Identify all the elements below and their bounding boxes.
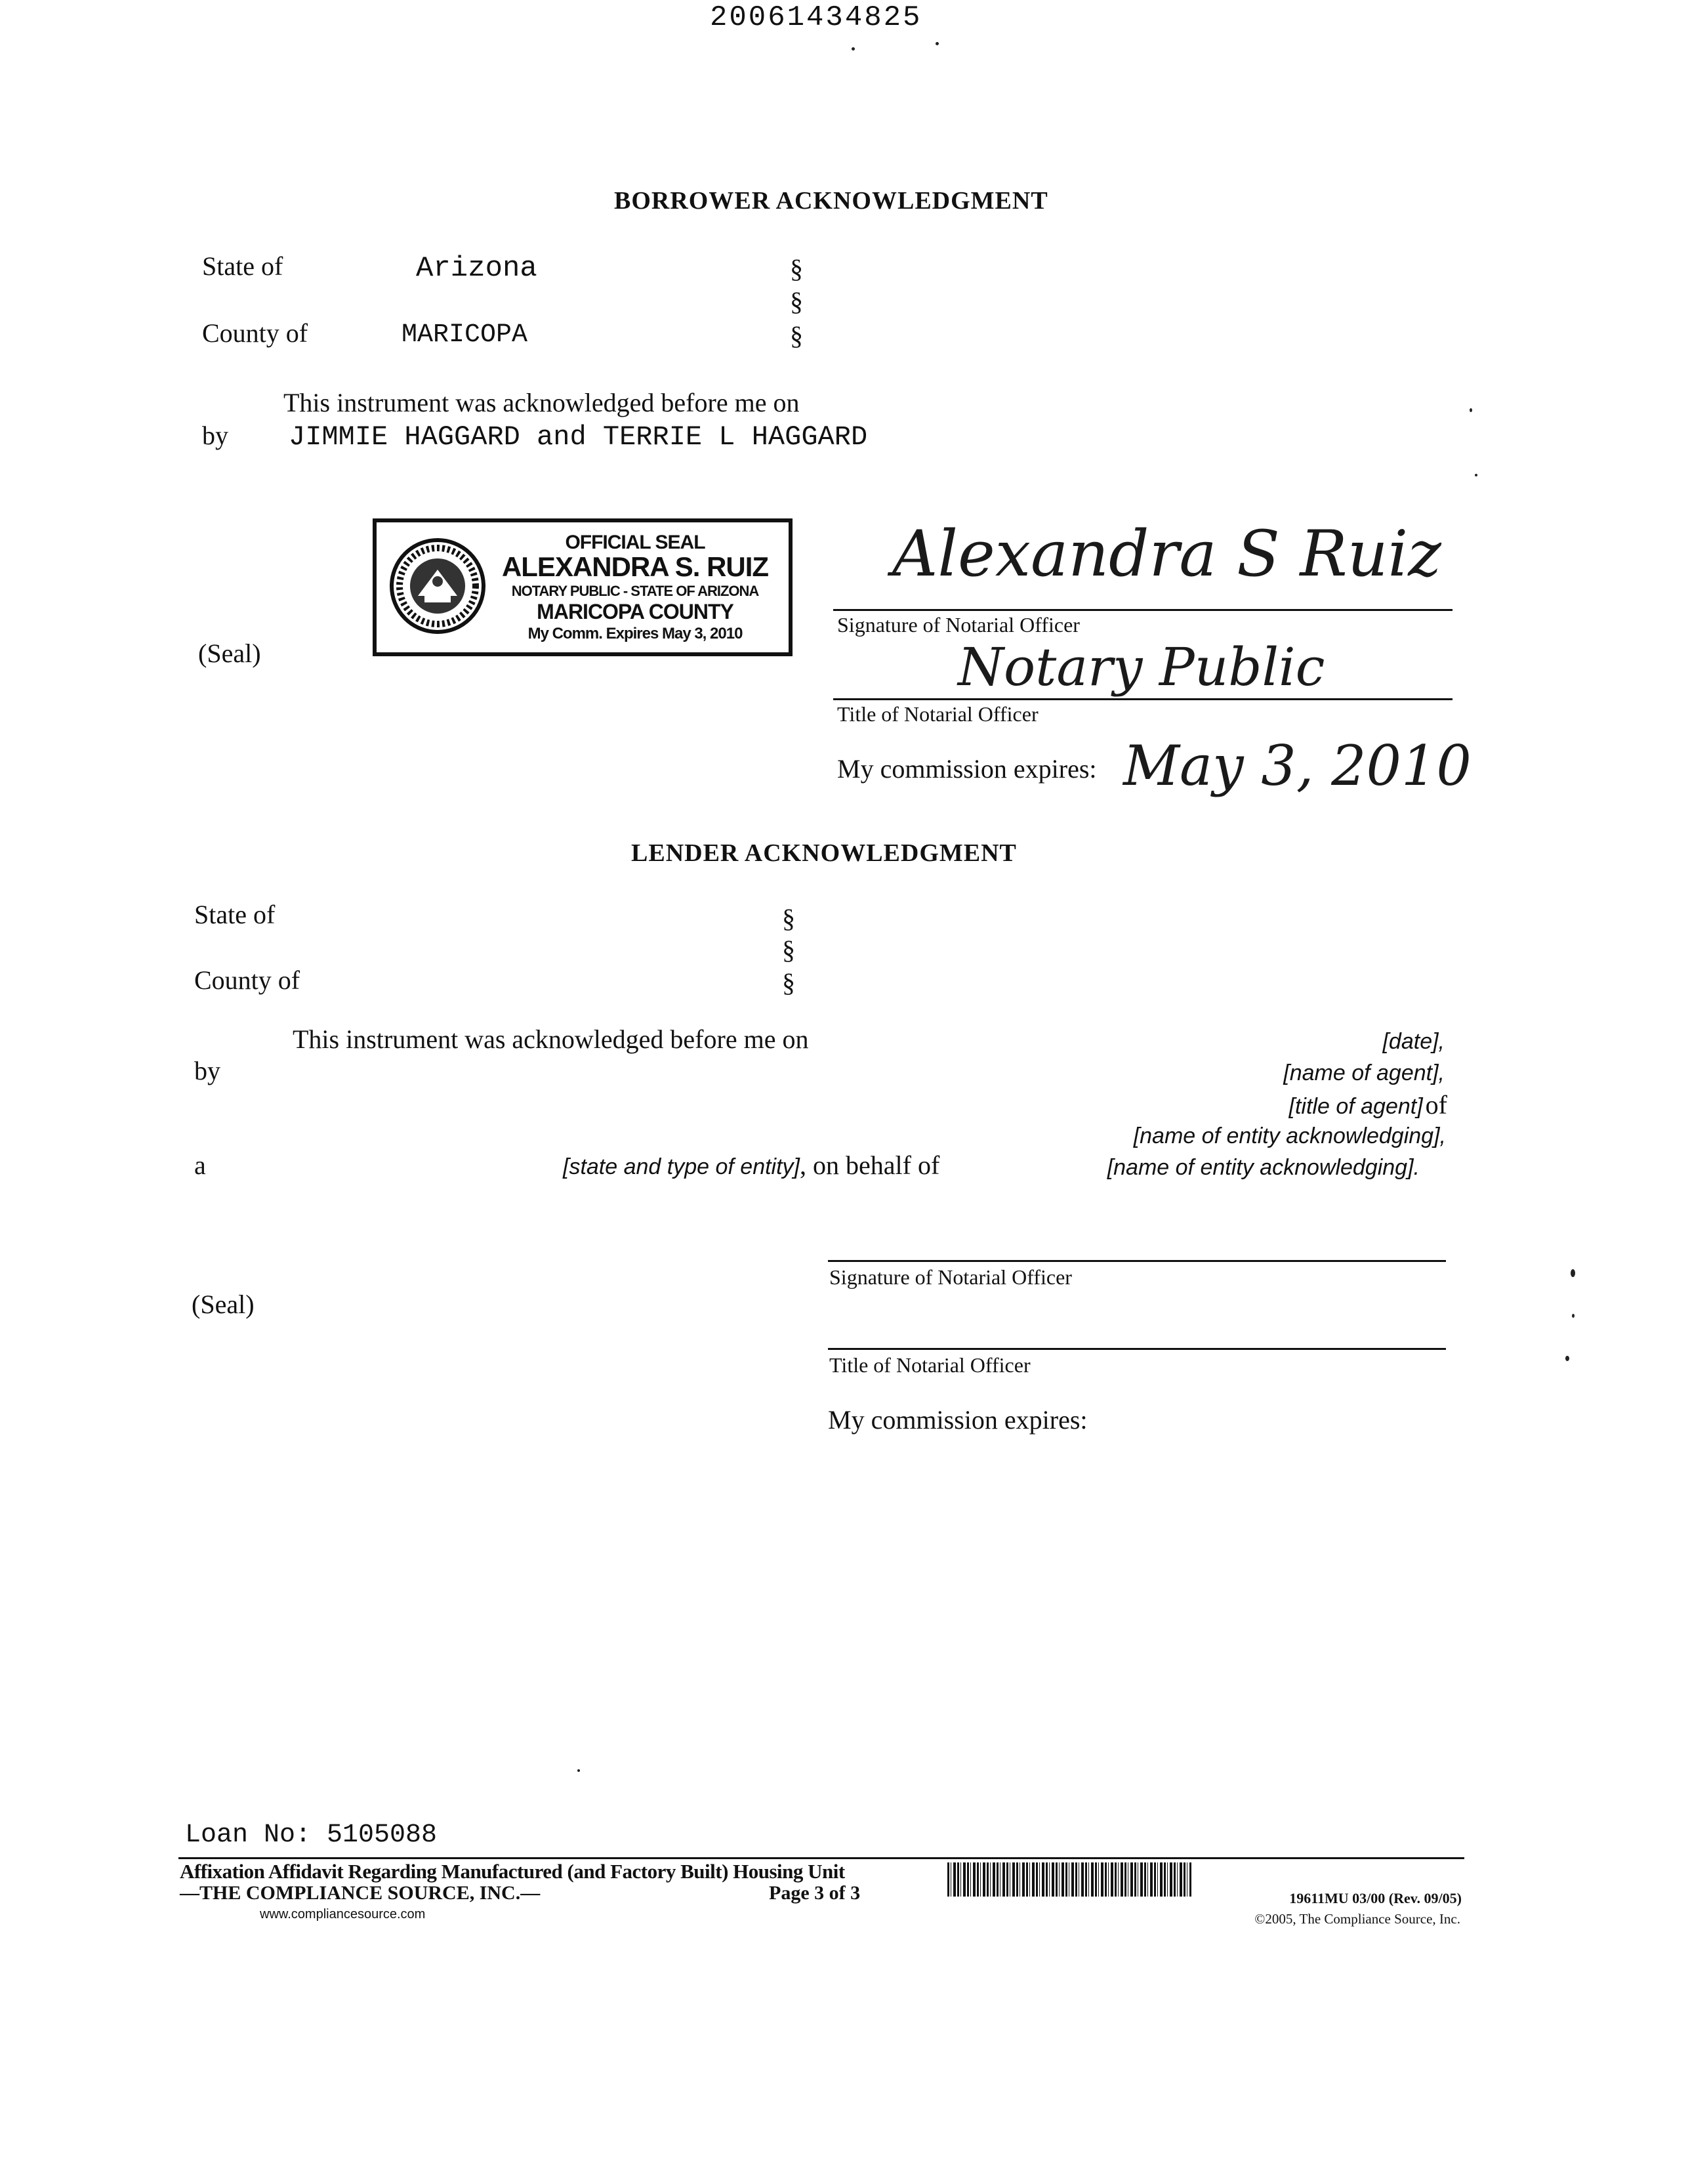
lender-section-mark-2: § bbox=[782, 935, 795, 965]
lender-entity-hint: [name of entity acknowledging], bbox=[1133, 1124, 1446, 1148]
scan-speck bbox=[1571, 1269, 1575, 1277]
lender-state-type-hint: [state and type of entity] bbox=[563, 1154, 800, 1179]
lender-title-label: Title of Notarial Officer bbox=[829, 1353, 1031, 1377]
borrower-title-line bbox=[833, 698, 1453, 700]
form-code: 19611MU 03/00 (Rev. 09/05) bbox=[1289, 1890, 1462, 1906]
website: www.compliancesource.com bbox=[260, 1907, 426, 1922]
lender-title-line bbox=[828, 1348, 1446, 1350]
lender-heading: LENDER ACKNOWLEDGMENT bbox=[631, 839, 1017, 867]
scan-speck bbox=[852, 47, 855, 51]
lender-section-mark-3: § bbox=[782, 968, 795, 998]
borrower-handwritten-signature: Alexandra S Ruiz bbox=[892, 517, 1441, 591]
footer-rule bbox=[178, 1857, 1464, 1859]
lender-date-hint: [date], bbox=[1382, 1029, 1445, 1054]
lender-state-type-row bbox=[563, 1150, 939, 1181]
borrower-ack-text: This instrument was acknowledged before me on bbox=[283, 388, 800, 417]
borrower-state-label: State of bbox=[202, 251, 283, 281]
loan-number: Loan No: 5105088 bbox=[185, 1820, 438, 1850]
borrower-handwritten-commission-date: May 3, 2010 bbox=[1123, 734, 1472, 798]
borrower-by-label: by bbox=[202, 421, 228, 450]
scan-speck bbox=[936, 42, 939, 45]
scan-speck bbox=[577, 1769, 580, 1772]
borrower-section-mark-3: § bbox=[790, 321, 803, 350]
seal-line-county: MARICOPA COUNTY bbox=[537, 600, 733, 623]
scan-speck bbox=[1470, 408, 1472, 412]
lender-agent-title-hint: [title of agent] bbox=[1288, 1094, 1423, 1119]
borrower-commission-label: My commission expires: bbox=[837, 754, 1097, 784]
borrower-signature-label: Signature of Notarial Officer bbox=[837, 613, 1080, 637]
page-indicator: Page 3 of 3 bbox=[769, 1882, 861, 1904]
scan-speck bbox=[1475, 474, 1477, 476]
form-title: Affixation Affidavit Regarding Manufactured (and Factory Built) Housing Unit bbox=[180, 1860, 845, 1883]
lender-ack-text: This instrument was acknowledged before me on bbox=[293, 1024, 809, 1054]
borrower-county-label: County of bbox=[202, 318, 308, 348]
lender-state-label: State of bbox=[194, 900, 276, 929]
lender-on-behalf-of: , on behalf of bbox=[800, 1150, 940, 1180]
lender-a-label: a bbox=[194, 1150, 206, 1180]
arizona-state-seal-icon bbox=[388, 537, 487, 635]
lender-signature-label: Signature of Notarial Officer bbox=[829, 1265, 1072, 1289]
borrower-state-value: Arizona bbox=[416, 252, 537, 285]
lender-agent-name-hint: [name of agent], bbox=[1283, 1060, 1445, 1085]
scan-speck bbox=[1572, 1314, 1575, 1318]
official-seal-stamp bbox=[373, 518, 793, 656]
seal-line-notary: NOTARY PUBLIC - STATE OF ARIZONA bbox=[511, 583, 759, 599]
borrower-by-value: JIMMIE HAGGARD and TERRIE L HAGGARD bbox=[289, 421, 868, 453]
lender-agent-title-row bbox=[1289, 1089, 1447, 1120]
seal-line-expires: My Comm. Expires May 3, 2010 bbox=[527, 625, 743, 642]
borrower-handwritten-title: Notary Public bbox=[958, 637, 1325, 698]
lender-signature-line bbox=[828, 1260, 1446, 1262]
borrower-county-value: MARICOPA bbox=[402, 320, 528, 350]
company-name: —THE COMPLIANCE SOURCE, INC.— bbox=[180, 1882, 541, 1904]
document-number: 20061434825 bbox=[710, 1, 922, 34]
borrower-signature-line bbox=[833, 609, 1453, 611]
borrower-heading: BORROWER ACKNOWLEDGMENT bbox=[614, 187, 1048, 215]
lender-county-label: County of bbox=[194, 965, 300, 995]
borrower-seal-label: (Seal) bbox=[198, 639, 261, 668]
borrower-section-mark-1: § bbox=[790, 254, 803, 284]
lender-agent-title-of: of bbox=[1425, 1090, 1447, 1120]
borrower-title-label: Title of Notarial Officer bbox=[837, 702, 1039, 726]
borrower-section-mark-2: § bbox=[790, 287, 803, 316]
copyright: ©2005, The Compliance Source, Inc. bbox=[1254, 1911, 1460, 1927]
lender-by-label: by bbox=[194, 1056, 220, 1085]
lender-commission-label: My commission expires: bbox=[828, 1405, 1088, 1435]
lender-section-mark-1: § bbox=[782, 904, 795, 933]
seal-line-official: OFFICIAL SEAL bbox=[565, 532, 705, 553]
lender-seal-label: (Seal) bbox=[192, 1290, 255, 1319]
lender-entity-hint-2: [name of entity acknowledging]. bbox=[1107, 1155, 1420, 1180]
scan-speck bbox=[1565, 1356, 1569, 1361]
seal-line-name: ALEXANDRA S. RUIZ bbox=[501, 551, 769, 582]
barcode-bars bbox=[947, 1862, 1191, 1897]
